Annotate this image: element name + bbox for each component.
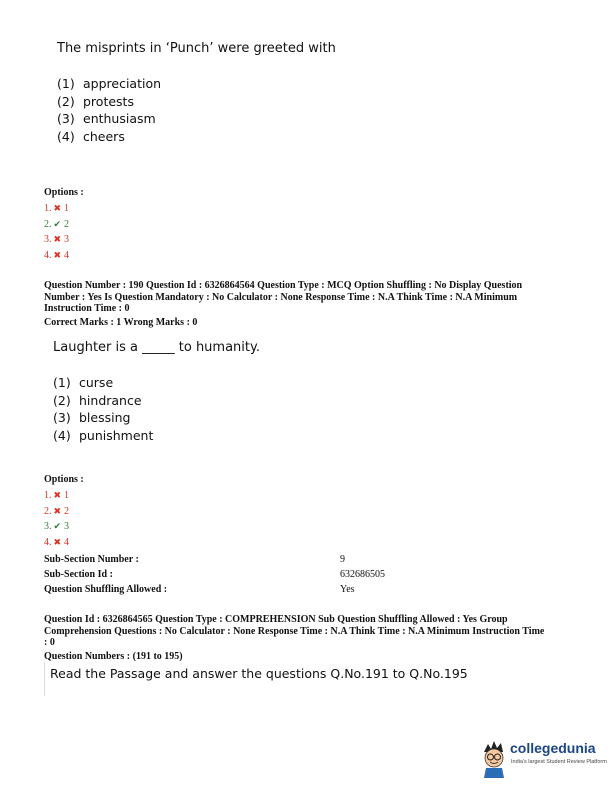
- check-icon: ✔: [53, 521, 62, 531]
- choice-1: (1) curse: [53, 375, 114, 390]
- collegedunia-logo: [478, 736, 606, 782]
- option-1: 1. ✖ 1: [44, 203, 70, 214]
- cross-icon: ✖: [53, 536, 62, 547]
- question-189-text: The misprints in ‘Punch’ were greeted with: [57, 41, 336, 56]
- choice-2: (2) protests: [57, 93, 134, 109]
- choice-4: (4) cheers: [57, 128, 125, 144]
- subsection-id-row: Sub-Section Id : 632686505: [44, 569, 385, 580]
- question-numbers: Question Numbers : (191 to 195): [44, 651, 183, 662]
- mascot-icon: [478, 738, 510, 778]
- choice-2: (2) hindrance: [53, 392, 142, 408]
- check-icon: ✔: [53, 218, 62, 229]
- cross-icon: ✖: [53, 203, 62, 213]
- cross-icon: ✖: [53, 490, 62, 500]
- choice-3: (3) blessing: [53, 410, 131, 425]
- options-list: [44, 201, 69, 263]
- comprehension-meta: Question Id : 6326864565 Question Type : COMPREHENSION Sub Question Shuffling Allowed : Yes Group Comprehension Questions : No Calculator : None Response Time : N.A Think Time : N.A Minimum Instruction Time : 0: [44, 614, 545, 648]
- option-2: 2. ✔ 2: [44, 218, 70, 230]
- question-190-marks: Correct Marks : 1 Wrong Marks : 0: [44, 317, 198, 328]
- option-3: 3. ✖ 3: [44, 234, 70, 245]
- option-3: 3. ✔ 3: [44, 521, 70, 532]
- question-190-text: Laughter is a _____ to humanity.: [53, 340, 260, 355]
- question-189-choices: [57, 75, 161, 145]
- subsection-info: [44, 552, 385, 597]
- option-4: 4. ✖ 4: [44, 536, 70, 548]
- choice-4: (4) punishment: [53, 427, 154, 443]
- option-1: 1. ✖ 1: [44, 490, 70, 501]
- options-list: [44, 488, 69, 550]
- subsection-number-row: Sub-Section Number : 9: [44, 554, 345, 565]
- shuffle-row: Question Shuffling Allowed : Yes: [44, 584, 355, 595]
- options-header: Options :: [44, 474, 84, 485]
- option-2: 2. ✖ 2: [44, 505, 70, 517]
- cross-icon: ✖: [53, 249, 62, 260]
- passage-prompt: Read the Passage and answer the questions Q.No.191 to Q.No.195: [50, 666, 468, 681]
- logo-name: collegedunia: [510, 740, 596, 756]
- choice-1: (1) appreciation: [57, 76, 162, 91]
- cross-icon: ✖: [53, 505, 62, 516]
- choice-3: (3) enthusiasm: [57, 111, 156, 126]
- question-190-meta: Question Number : 190 Question Id : 6326864564 Question Type : MCQ Option Shuffling : No Display Question Number : Yes Is Question Mandatory : No Calculator : None Response Time : N.A Think Time : N.A Minimum Instruction Time : 0: [44, 280, 523, 314]
- question-190-choices: [53, 374, 153, 444]
- cross-icon: ✖: [53, 234, 62, 244]
- divider: [44, 662, 45, 696]
- logo-tagline: India's largest Student Review Platform: [511, 759, 607, 765]
- options-header: Options :: [44, 187, 84, 198]
- option-4: 4. ✖ 4: [44, 249, 70, 261]
